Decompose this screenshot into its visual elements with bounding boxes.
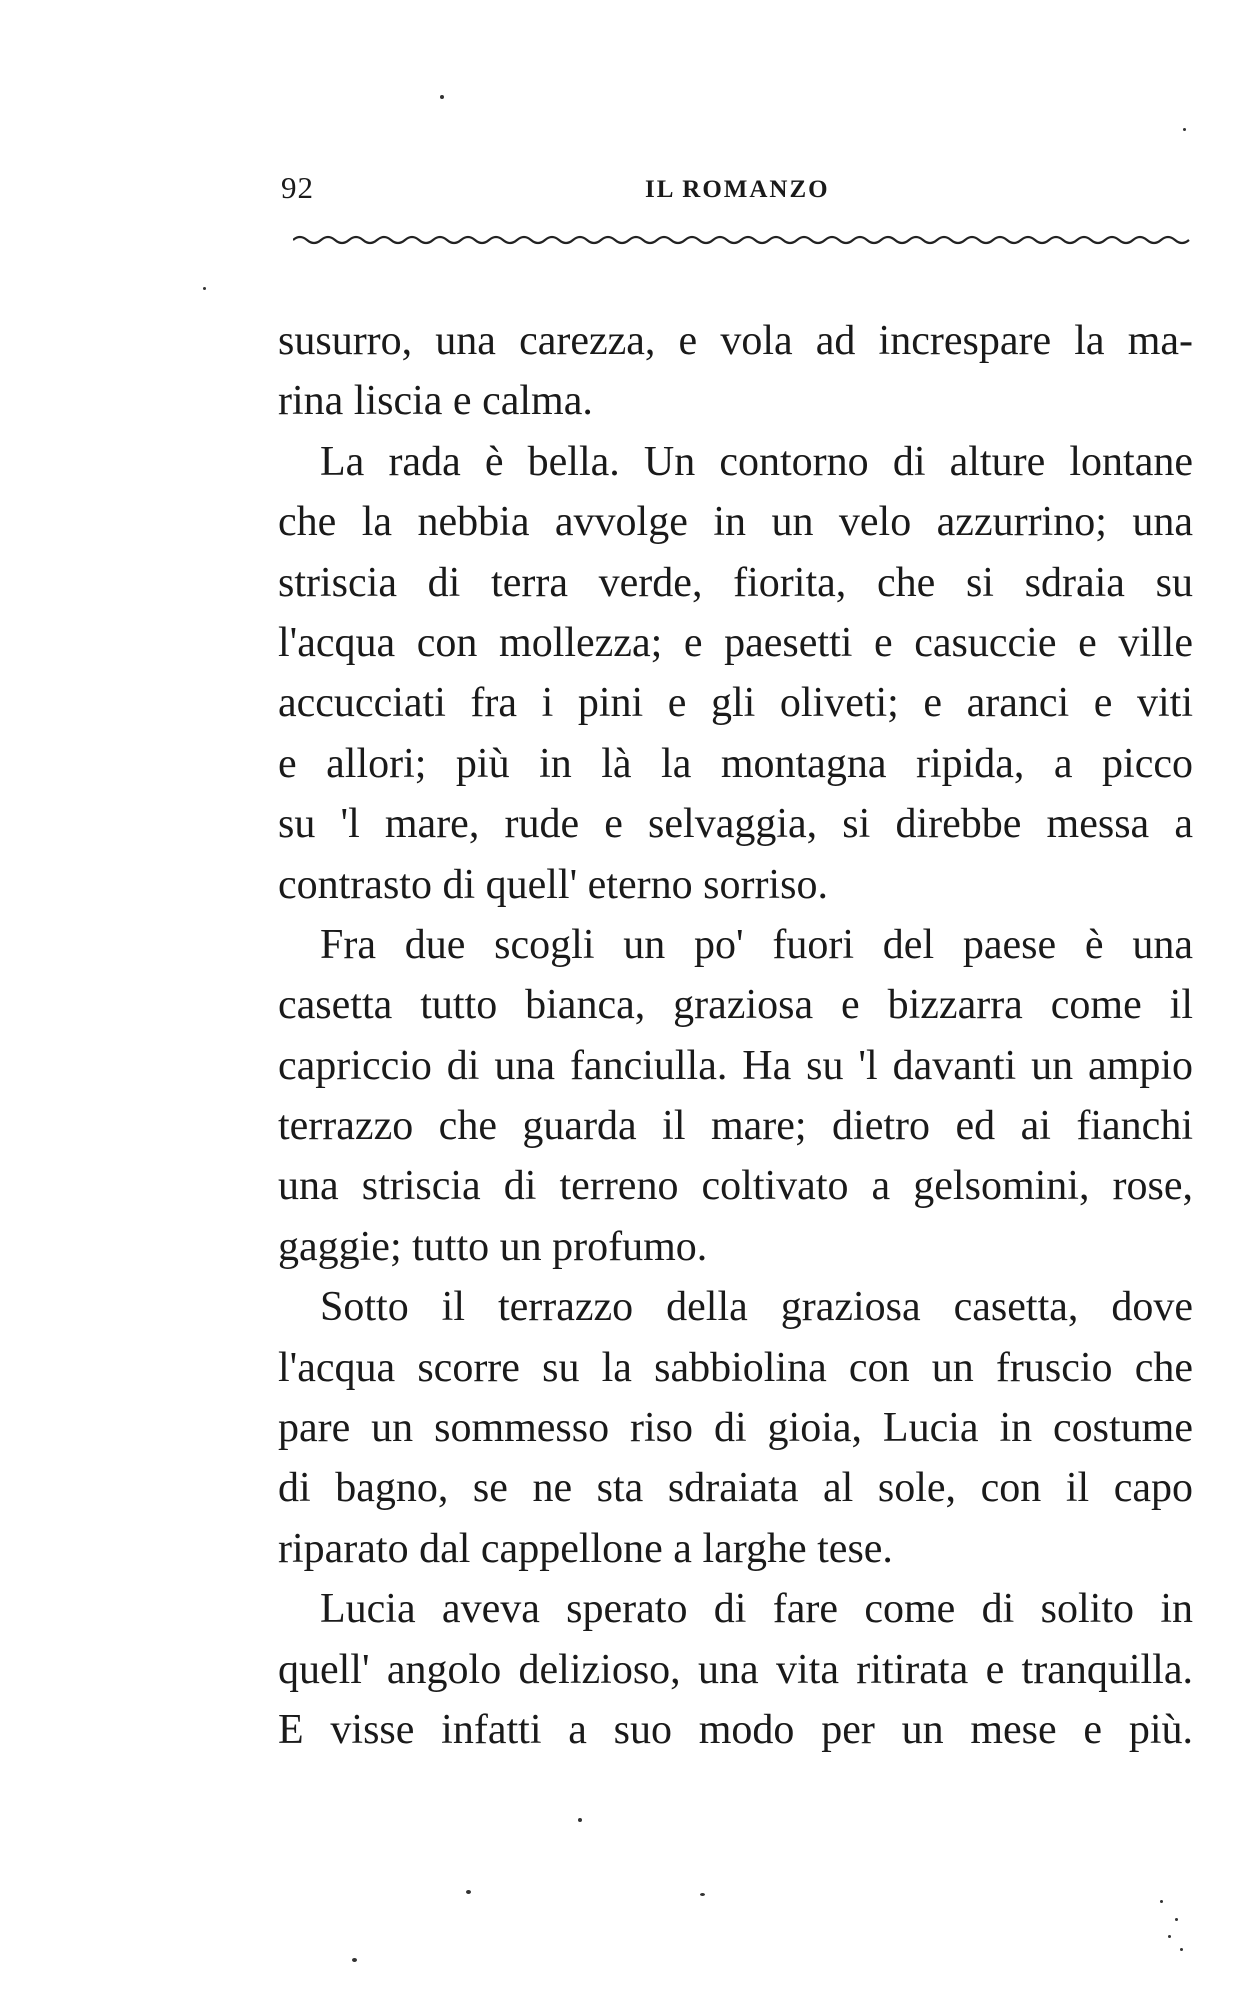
text-line: gaggie; tutto un profumo. — [278, 1223, 708, 1270]
scan-speck — [578, 1818, 582, 1822]
scan-speck — [1160, 1900, 1163, 1903]
scan-speck — [1168, 1935, 1171, 1938]
body-text — [278, 311, 1193, 1760]
text-line: e allori; più in là la montagna ripida, a picco — [278, 740, 1193, 787]
scan-speck — [1180, 1948, 1183, 1951]
scan-speck — [1183, 128, 1186, 131]
text-line: capriccio di una fanciulla. Ha su 'l davanti un ampio — [278, 1042, 1193, 1089]
text-line: casetta tutto bianca, graziosa e bizzarra come il — [278, 982, 1193, 1029]
text-line: Lucia aveva sperato di fare come di solito in — [320, 1586, 1193, 1633]
running-head: IL ROMANZO — [645, 176, 830, 203]
scan-speck — [1175, 1918, 1178, 1921]
scan-speck — [466, 1890, 471, 1894]
text-line: che la nebbia avvolge in un velo azzurrino; una — [278, 499, 1193, 546]
text-line: La rada è bella. Un contorno di alture lontane — [320, 438, 1193, 485]
scan-speck — [440, 95, 444, 99]
page-number: 92 — [281, 170, 314, 205]
text-line: striscia di terra verde, fiorita, che si sdraia su — [278, 559, 1193, 606]
text-line: Sotto il terrazzo della graziosa casetta, dove — [320, 1284, 1193, 1331]
scan-speck — [352, 1958, 357, 1962]
text-line: contrasto di quell' eterno sorriso. — [278, 861, 828, 908]
text-line: terrazzo che guarda il mare; dietro ed ai fianchi — [278, 1103, 1193, 1150]
scan-speck — [203, 287, 206, 290]
text-line: rina liscia e calma. — [278, 378, 593, 425]
scan-speck — [700, 1893, 705, 1896]
text-line: su 'l mare, rude e selvaggia, si direbbe messa a — [278, 801, 1193, 848]
text-line: di bagno, se ne sta sdraiata al sole, con il capo — [278, 1465, 1193, 1512]
text-line: l'acqua con mollezza; e paesetti e casuccie e ville — [278, 619, 1193, 666]
text-line: Fra due scogli un po' fuori del paese è una — [320, 921, 1193, 968]
text-line: una striscia di terreno coltivato a gelsomini, rose, — [278, 1163, 1193, 1210]
text-line: l'acqua scorre su la sabbiolina con un fruscio che — [278, 1344, 1193, 1391]
text-line: susurro, una carezza, e vola ad increspare la ma- — [278, 318, 1193, 364]
text-line: pare un sommesso riso di gioia, Lucia in costume — [278, 1405, 1193, 1452]
text-line: quell' angolo delizioso, una vita ritirata e tranquilla. — [278, 1646, 1193, 1693]
wavy-rule-divider — [293, 232, 1193, 248]
text-line: riparato dal cappellone a larghe tese. — [278, 1525, 893, 1572]
text-line: E visse infatti a suo modo per un mese e più. — [278, 1706, 1193, 1753]
text-line: accucciati fra i pini e gli oliveti; e aranci e viti — [278, 680, 1193, 727]
